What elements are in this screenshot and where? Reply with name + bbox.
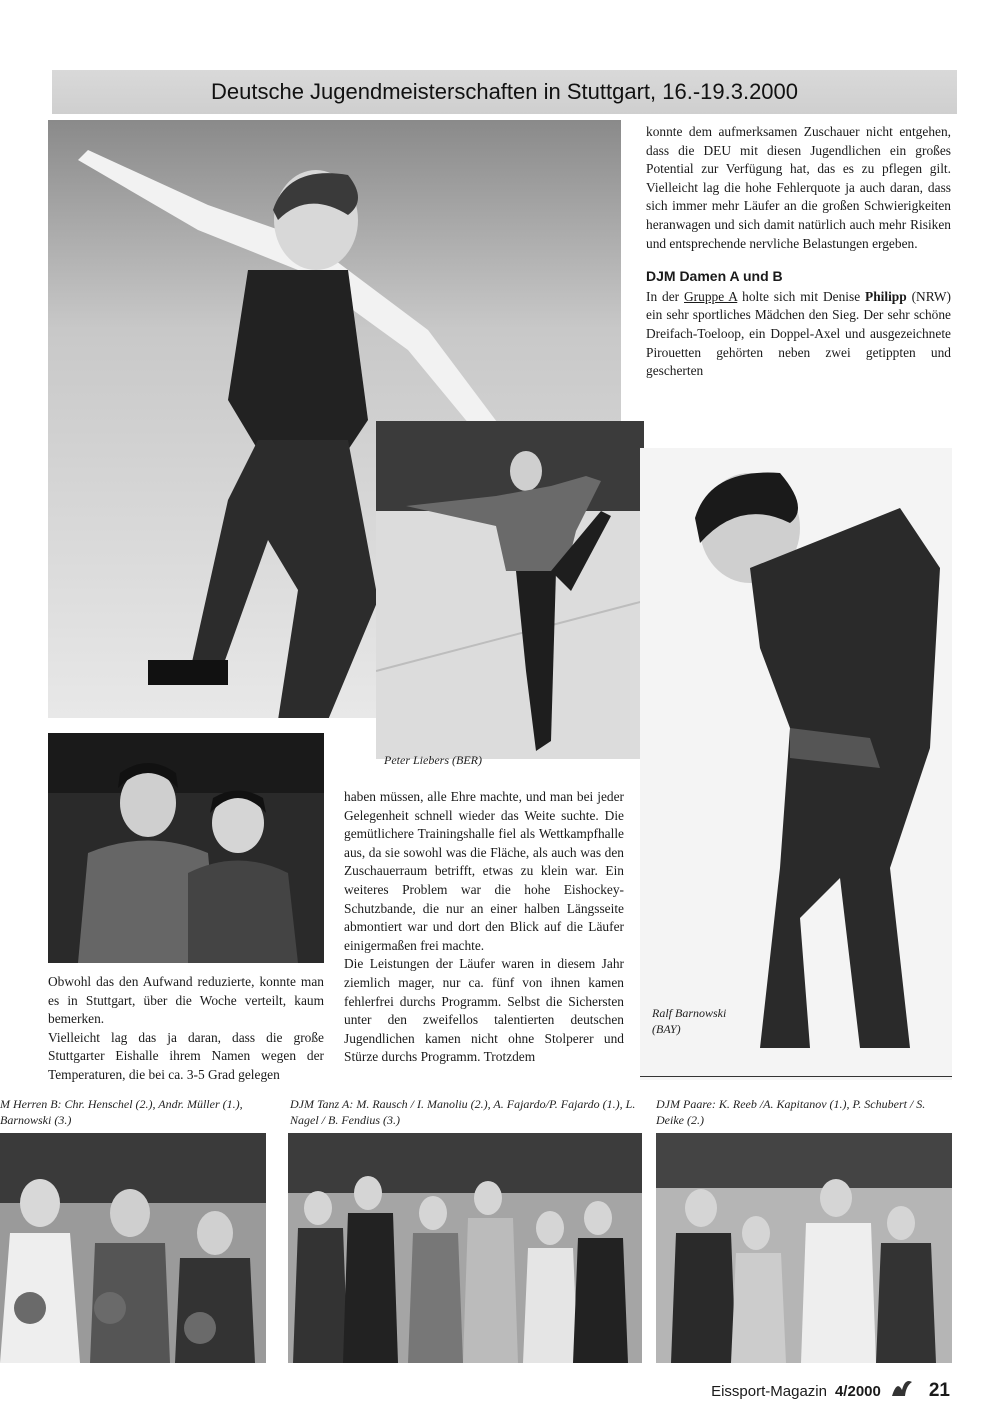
divider (640, 1076, 952, 1077)
page-title: Deutsche Jugendmeisterschaften in Stuttgart, 16.-19.3.2000 (210, 79, 799, 104)
caption-herren: M Herren B: Chr. Henschel (2.), Andr. Müller (1.), Barnowski (3.) (0, 1097, 243, 1127)
caption-tanz: DJM Tanz A: M. Rausch / I. Manoliu (2.), A. Fajardo/P. Fajardo (1.), L. Nagel / B. Fendius (3.) (290, 1097, 636, 1127)
article-col-right (646, 123, 951, 381)
article-col-left (48, 973, 324, 1085)
article-paragraph: Die Leistungen der Läufer waren in diesem Jahr ziemlich mager, nur ca. fünf von ihnen kamen fehlerfrei durchs Programm. Selbst die Sichersten unter den zweifellos talentierten deutschen Jugendlichen kamen nicht ohne Stolperer und Stürze durchs Programm. Trotzdem (344, 956, 624, 1065)
text-bold-name: Philipp (865, 288, 907, 304)
issue-number: 4/2000 (834, 1382, 881, 1400)
page-footer (690, 1376, 950, 1406)
photo-tanz-podium (288, 1133, 642, 1363)
photo-paare-podium (656, 1133, 952, 1363)
caption-peter: Peter Liebers (BER) (384, 753, 482, 767)
photo-herren-podium (0, 1133, 266, 1363)
text-run: In der (646, 288, 685, 304)
article-paragraph: konnte dem aufmerksamen Zuschauer nicht entgehen, dass die DEU mit diesen Jugendlichen ein großes Potential zur Verfügung hat, das es zu pflegen gilt. Vielleicht lag die hohe Fehlerquote ja auch daran, dass sich immer mehr Läufer an die großen Schwierigkeiten heranwagen und sich damit natürlich auch mehr Risiken und entsprechende nervliche Belastungen ergeben. (646, 124, 951, 251)
article-paragraph: Obwohl das den Aufwand reduzierte, konnte man es in Stuttgart, über die Woche verteilt, kaum bemerken. (48, 974, 324, 1027)
magazine-name: Eissport-Magazin (711, 1382, 827, 1400)
page-number: 21 (928, 1380, 950, 1401)
text-run: holte sich mit Denise (737, 288, 866, 304)
text-run: (NRW) ein sehr sportliches Mädchen den Sieg. Der sehr schöne Dreifach-Toeloop, ein Doppel-Axel und ausgezeichnete Pirouetten gehörten neben zwei getippten und gescherten (646, 288, 951, 379)
caption-ralf: Ralf Barnowski (BAY) (652, 1006, 727, 1036)
article-paragraph: haben müssen, alle Ehre machte, und man bei jeder Gelegenheit schnell wieder das Weite suchte. Die gemütlichere Trainingshalle fiel als Wettkampfhalle aus, da sie sowohl was die Fläche, als auch was den Zuschauerraum betrifft, etwas zu klein war. Ein weiteres Problem war die hohe Eishockey-Schutzbande, die nur an einer halben Längsseite abmontiert war und dort den Blick auf die Läufer einigermaßen frei machte. (344, 789, 624, 953)
bird-logo-icon (889, 1376, 915, 1406)
subheading-damen: DJM Damen A und B (646, 268, 783, 285)
photo-two-skaters (48, 733, 324, 963)
photo-skater-spin (376, 421, 644, 759)
photo-skater-bowing (640, 448, 952, 1080)
article-col-middle (344, 788, 624, 1067)
article-paragraph: Vielleicht lag das ja daran, dass die große Stuttgarter Eishalle ihrem Namen wegen der Temperaturen, die bei ca. 3-5 Grad gelegen (48, 1029, 324, 1082)
text-underlined: Gruppe A (684, 288, 738, 304)
page-title-banner (52, 70, 957, 114)
article-paragraph (646, 288, 951, 381)
caption-paare: DJM Paare: K. Reeb /A. Kapitanov (1.), P. Schubert / S. Deike (2.) (656, 1097, 926, 1127)
